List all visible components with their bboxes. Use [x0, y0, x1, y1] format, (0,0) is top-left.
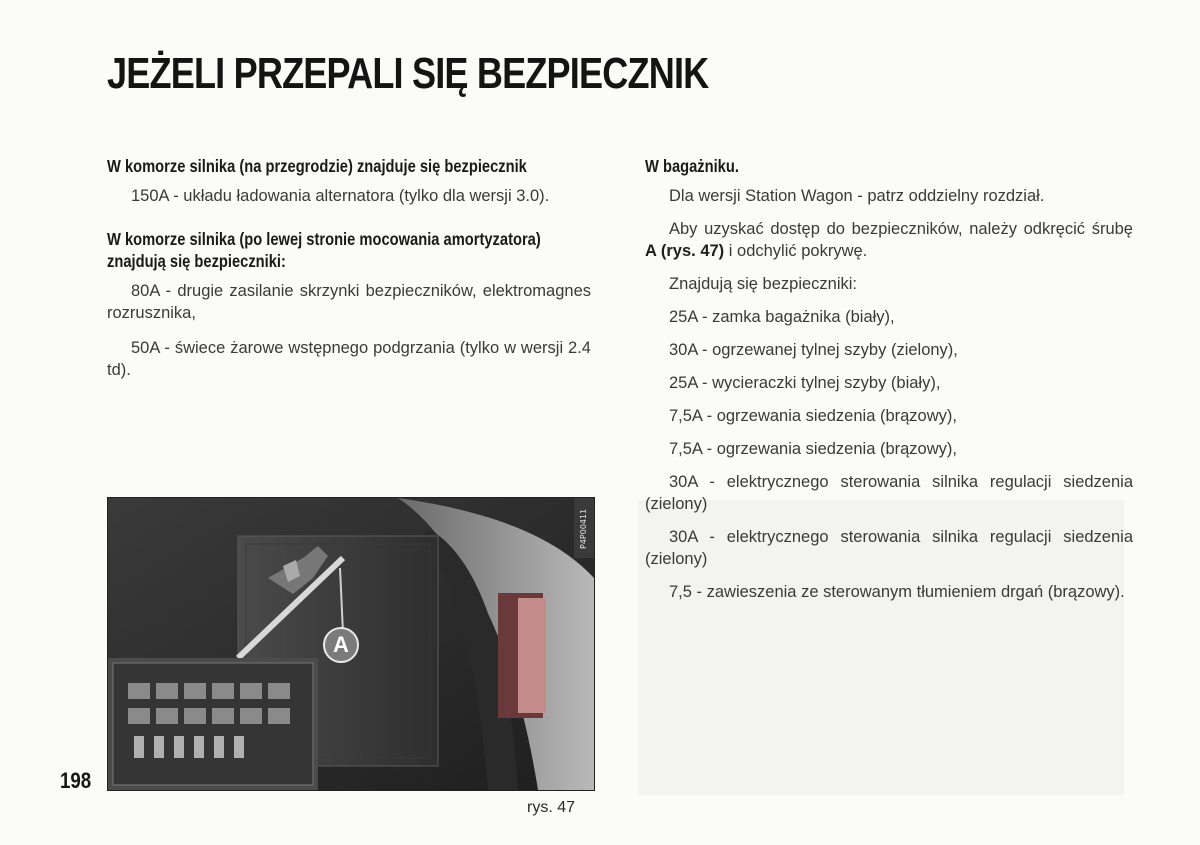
trunk-fuse-item: 25A - zamka bagażnika (biały),	[669, 308, 895, 326]
figure-code: P4P00411	[579, 508, 588, 550]
engine-bay-shock-mount-heading: W komorze silnika (po lewej stronie mocowania amortyzatora) znajdują się bezpieczniki:	[107, 229, 541, 271]
left-column	[107, 155, 591, 394]
screw-reference: A (rys. 47)	[645, 242, 725, 260]
trunk-fuse-item: 7,5A - ogrzewania siedzenia (brązowy),	[669, 440, 957, 458]
trunk-fuse-photo	[107, 497, 595, 791]
trunk-fuse-item: 30A - elektrycznego sterowania silnika regulacji siedzenia (zielony)	[645, 528, 1133, 568]
trunk-fuse-item: 25A - wycieraczki tylnej szyby (biały),	[669, 374, 941, 392]
page-number: 198	[60, 768, 92, 793]
figure-caption: rys. 47	[527, 799, 576, 816]
fuse-150a-text: 150A - układu ładowania alternatora (tylko dla wersji 3.0).	[131, 187, 550, 205]
trunk-fuse-item: 7,5 - zawieszenia ze sterowanym tłumieniem drgań (brązowy).	[669, 583, 1125, 601]
access-instructions: Aby uzyskać dostęp do bezpieczników, należy odkręcić śrubę A (rys. 47) i odchylić pokrywę.	[645, 220, 1133, 260]
engine-bay-bulkhead-heading: W komorze silnika (na przegrodzie) znajduje się bezpiecznik	[107, 156, 527, 176]
trunk-fuse-item: 7,5A - ogrzewania siedzenia (brązowy),	[669, 407, 957, 425]
callout-a-label: A	[333, 632, 349, 657]
trunk-fuse-item: 30A - elektrycznego sterowania silnika regulacji siedzenia (zielony)	[645, 473, 1133, 513]
trunk-fuse-item: 30A - ogrzewanej tylnej szyby (zielony),	[669, 341, 958, 359]
station-wagon-note: Dla wersji Station Wagon - patrz oddzielny rozdział.	[669, 187, 1045, 205]
right-column	[645, 155, 1133, 614]
fuses-intro: Znajdują się bezpieczniki:	[669, 275, 858, 293]
trunk-heading: W bagażniku.	[645, 156, 739, 176]
fuse-50a-text: 50A - świece żarowe wstępnego podgrzania (tylko w wersji 2.4 td).	[107, 339, 591, 379]
page-title: JEŻELI PRZEPALI SIĘ BEZPIECZNIK	[107, 49, 709, 98]
fuse-80a-text: 80A - drugie zasilanie skrzynki bezpieczników, elektromagnes rozrusznika,	[107, 282, 591, 322]
